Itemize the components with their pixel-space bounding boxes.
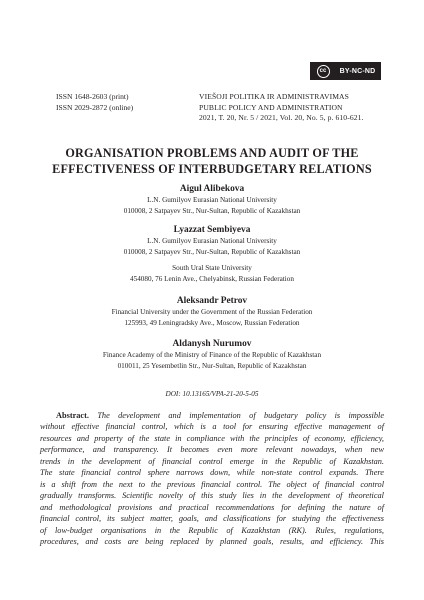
affiliation-line: 454080, 76 Lenin Ave., Chelyabinsk, Russian Federation bbox=[130, 275, 294, 283]
affiliation-line: 125993, 49 Leningradsky Ave., Moscow, Russian Federation bbox=[124, 319, 300, 327]
abstract-label: Abstract. bbox=[56, 411, 89, 420]
abstract-line: performance, and transparency. It becomes even more relevant nowadays, when new bbox=[40, 445, 384, 455]
abstract bbox=[40, 410, 384, 547]
abstract-line: gradually transforms. Scientific novelty of this study lies in the development of theoretical bbox=[40, 491, 384, 501]
article-title bbox=[40, 146, 384, 177]
cc-logo bbox=[311, 63, 335, 79]
doi[interactable]: DOI: 10.13165/VPA-21-20-5-05 bbox=[165, 390, 259, 398]
journal-citation: 2021, T. 20, Nr. 5 / 2021, Vol. 20, No. 5, p. 610-621. bbox=[199, 113, 364, 123]
affiliation-line: L.N. Gumilyov Eurasian National University bbox=[147, 196, 277, 204]
abstract-line: trends in the development of financial control emerge in the Republic of Kazakhstan. bbox=[40, 456, 384, 466]
author-name: Lyazzat Sembiyeva bbox=[173, 225, 251, 235]
title-line-1: ORGANISATION PROBLEMS AND AUDIT OF THE bbox=[65, 146, 359, 160]
affiliation-line: 010008, 2 Satpayev Str., Nur-Sultan, Republic of Kazakhstan bbox=[123, 207, 301, 215]
title-line-2: EFFECTIVENESS OF INTERBUDGETARY RELATIONS bbox=[52, 161, 372, 176]
affiliation-line: Financial University under the Government of the Russian Federation bbox=[111, 308, 313, 316]
cc-icon: cc bbox=[317, 65, 330, 78]
issn-block bbox=[56, 92, 133, 113]
abstract-line: The state financial control sphere narrows down, while non-state control expands. There bbox=[40, 468, 384, 478]
author-name: Aigul Alibekova bbox=[179, 184, 245, 194]
journal-name-lt: VIEŠOJI POLITIKA IR ADMINISTRAVIMAS bbox=[199, 92, 349, 101]
author-2 bbox=[40, 224, 384, 285]
abstract-line: and methodological provisions and practical recommendations for defining the nature of bbox=[40, 502, 384, 512]
journal-info bbox=[199, 92, 364, 124]
issn-online: ISSN 2029-2872 (online) bbox=[56, 102, 134, 112]
author-1 bbox=[40, 183, 384, 217]
abstract-line: without effective financial control, which is a tool for ensuring effective management of bbox=[40, 422, 384, 432]
affiliation-line: L.N. Gumilyov Eurasian National University bbox=[147, 237, 277, 245]
abstract-line: financial control, its subject matter, goals, and classifications for studying the effectiveness bbox=[40, 514, 384, 524]
affiliation-line: 010011, 25 Yesembetlin Str., Nur-Sultan, Republic of Kazakhstan bbox=[117, 362, 307, 370]
author-3 bbox=[40, 295, 384, 329]
abstract-line: resources and property of the state in compliance with the principles of economy, efficiency, bbox=[40, 433, 384, 443]
affiliation-line: 010008, 2 Satpayev Str., Nur-Sultan, Republic of Kazakhstan bbox=[123, 248, 301, 256]
abstract-text: The development and implementation of budgetary policy is impossible bbox=[97, 411, 384, 420]
cc-license-badge[interactable] bbox=[310, 62, 381, 80]
author-4 bbox=[40, 338, 384, 372]
journal-name-en: PUBLIC POLICY AND ADMINISTRATION bbox=[199, 102, 343, 112]
author-name: Aleksandr Petrov bbox=[176, 296, 248, 306]
author-name: Aldanysh Nurumov bbox=[172, 339, 252, 349]
affiliation-line: South Ural State University bbox=[172, 264, 252, 272]
issn-print: ISSN 1648-2603 (print) bbox=[56, 92, 129, 101]
abstract-line: of low-budget organisations in the Republic of Kazakhstan (RK). Rules, regulations, bbox=[40, 525, 384, 535]
license-terms: BY-NC-ND bbox=[335, 63, 380, 79]
abstract-line bbox=[40, 410, 384, 421]
abstract-line: is a shift from the next to the previous financial control. The object of financial control bbox=[40, 479, 384, 489]
abstract-line: procedures, and costs are being replaced by planned goals, results, and efficiency. This bbox=[40, 536, 384, 546]
affiliation-line: Finance Academy of the Ministry of Finance of the Republic of Kazakhstan bbox=[102, 351, 322, 359]
